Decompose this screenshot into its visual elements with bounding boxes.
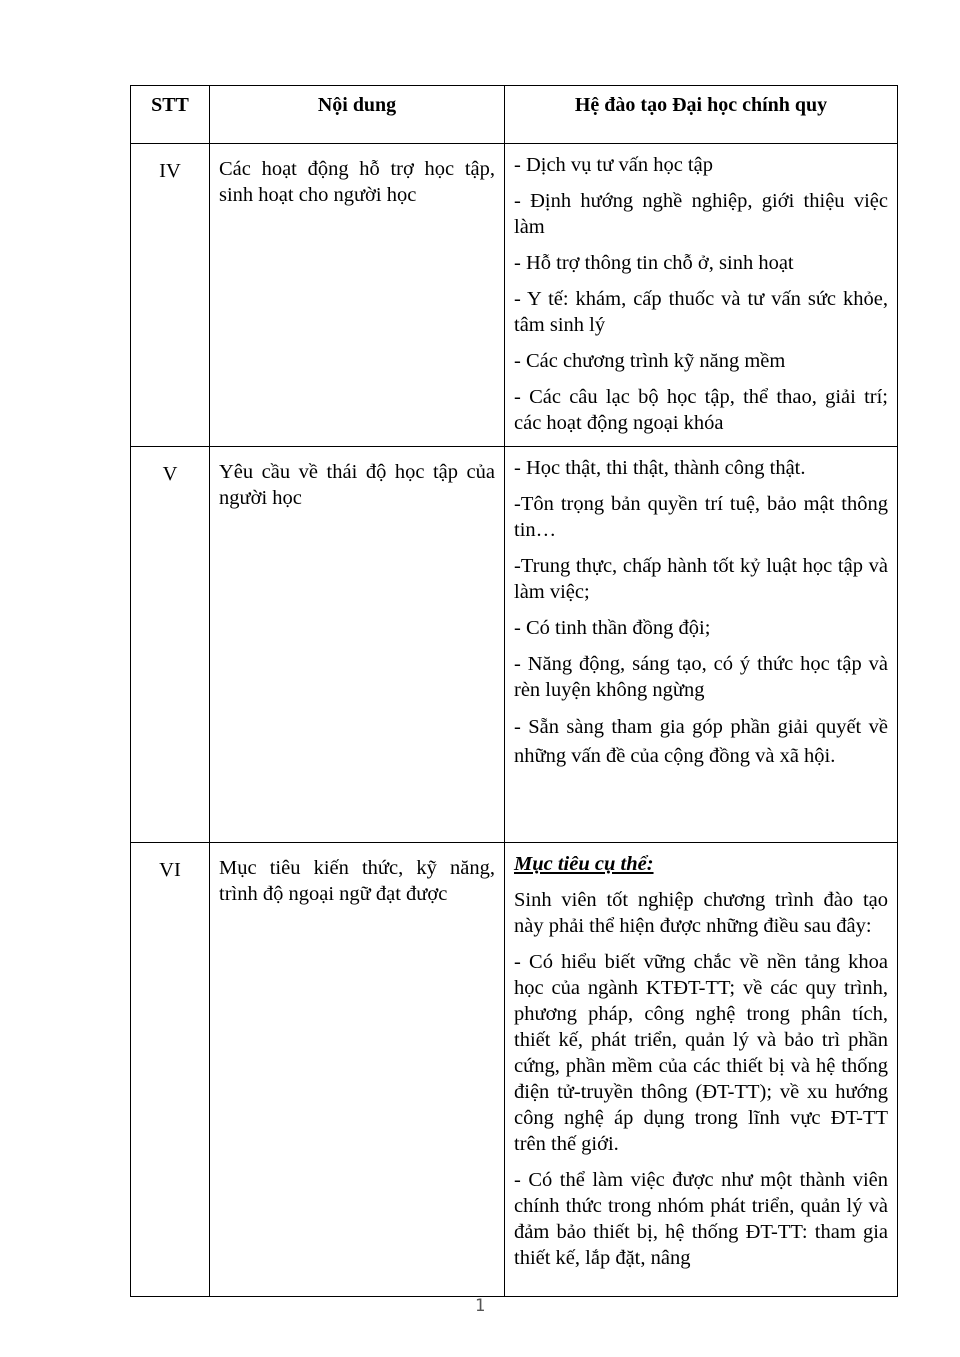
header-he-dao-tao: Hệ đào tạo Đại học chính quy [505,86,898,144]
row-stt: VI [131,843,210,1297]
row-noi-dung: Mục tiêu kiến thức, kỹ năng, trình độ ngoại ngữ đạt được [210,843,505,1297]
row-details [505,447,898,843]
row-details [505,843,898,1297]
list-item: - Các chương trình kỹ năng mềm [514,350,786,372]
list-item: - Có hiểu biết vững chắc về nền tảng khoa học của ngành KTĐT-TT; về các quy trình, phương pháp, công nghệ trong phân tích, thiết kế, phát triển, quản lý và bảo trì phần cứng, phần mềm của các thiết bị và hệ thống điện tử-truyền thông (ĐT-TT); về xu hướng công nghệ áp dụng trong lĩnh vực ĐT-TT trên thế giới. [514,951,888,1155]
table-row [131,144,898,447]
row-stt: IV [131,144,210,447]
list-item: - Năng động, sáng tạo, có ý thức học tập và rèn luyện không ngừng [514,653,888,701]
list-item: - Dịch vụ tư vấn học tập [514,154,713,176]
section-heading: Mục tiêu cụ thể: [514,853,654,875]
table-row [131,843,898,1297]
row-noi-dung: Các hoạt động hỗ trợ học tập, sinh hoạt cho người học [210,144,505,447]
list-item: - Hỗ trợ thông tin chỗ ở, sinh hoạt [514,252,794,274]
list-item: - Định hướng nghề nghiệp, giới thiệu việc làm [514,190,888,238]
table-header-row [131,86,898,144]
row-details [505,144,898,447]
list-item: - Y tế: khám, cấp thuốc và tư vấn sức khỏe, tâm sinh lý [514,288,888,336]
page-number: 1 [474,1296,486,1316]
row-stt: V [131,447,210,843]
list-item: -Tôn trọng bản quyền trí tuệ, bảo mật thông tin… [514,493,888,541]
list-item: - Sẵn sàng tham gia góp phần giải quyết về những vấn đề của cộng đồng và xã hội. [514,716,888,767]
list-item: - Có tinh thần đồng đội; [514,617,711,639]
table-row [131,447,898,843]
list-item: - Học thật, thi thật, thành công thật. [514,457,806,479]
content-table [130,85,898,1297]
header-stt: STT [131,86,210,144]
list-item: -Trung thực, chấp hành tốt kỷ luật học tập và làm việc; [514,555,888,603]
header-noi-dung: Nội dung [210,86,505,144]
list-item: - Có thể làm việc được như một thành viên chính thức trong nhóm phát triển, quản lý và đảm bảo thiết bị, hệ thống ĐT-TT: tham gia thiết kế, lắp đặt, nâng [514,1169,888,1269]
row-noi-dung: Yêu cầu về thái độ học tập của người học [210,447,505,843]
list-item: - Các câu lạc bộ học tập, thể thao, giải trí; các hoạt động ngoại khóa [514,386,888,434]
list-item: Sinh viên tốt nghiệp chương trình đào tạo này phải thể hiện được những điều sau đây: [514,889,888,937]
